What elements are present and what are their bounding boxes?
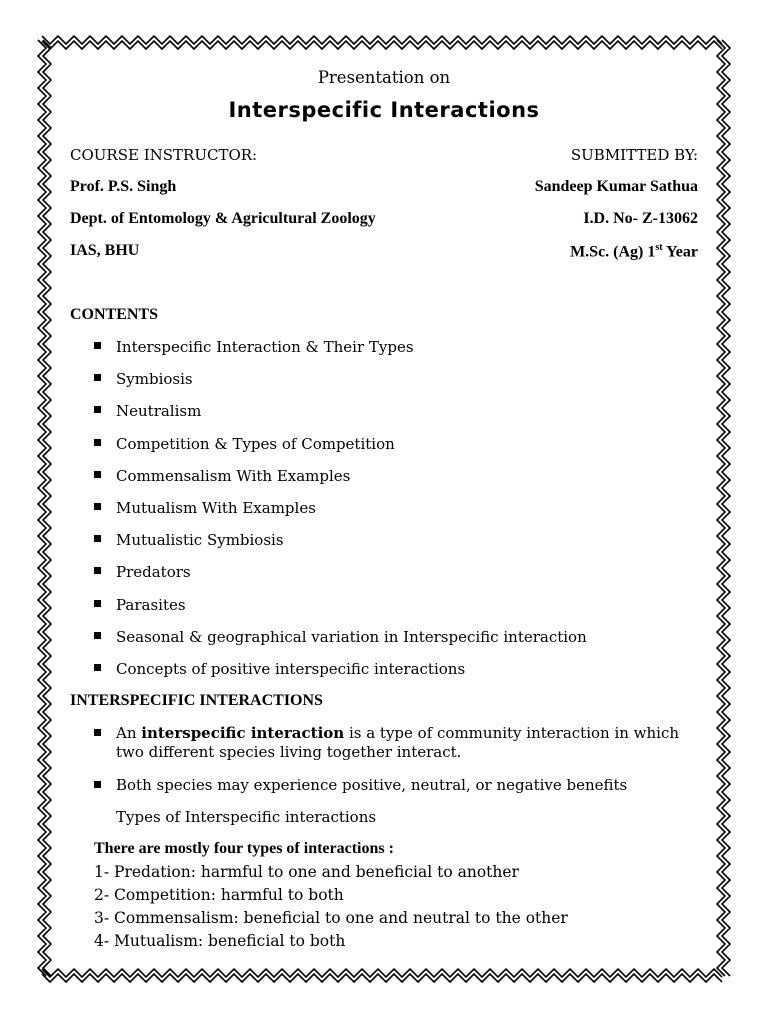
- list-item: 1- Predation: harmful to one and beneficial to another: [94, 863, 519, 881]
- presentation-subtitle: Presentation on: [317, 68, 451, 87]
- list-item: Mutualism With Examples: [94, 499, 704, 531]
- list-item: Symbiosis: [94, 370, 704, 402]
- list-item: Mutualistic Symbiosis: [94, 531, 704, 563]
- list-item: Commensalism With Examples: [94, 467, 704, 499]
- bullet-square-icon: [94, 600, 101, 607]
- bullet-square-icon: [94, 406, 101, 413]
- list-item: Interspecific Interaction & Their Types: [94, 338, 704, 370]
- bullet-square-icon: [94, 632, 101, 639]
- bullet-square-icon: [94, 535, 101, 542]
- bullet-square-icon: [94, 374, 101, 381]
- border-zigzag-line: [43, 40, 51, 976]
- instructor-institute: IAS, BHU: [70, 242, 140, 259]
- list-item: 3- Commensalism: beneficial to one and neutral to the other: [94, 909, 568, 927]
- list-item: Parasites: [94, 596, 704, 628]
- list-item: Competition & Types of Competition: [94, 435, 704, 467]
- definition-paragraph: An interspecific interaction is a type of community interaction in which two different species living together interact.: [94, 724, 698, 762]
- bullet-square-icon: [94, 503, 101, 510]
- student-year: M.Sc. (Ag) 1st Year: [570, 242, 698, 261]
- instructor-label: COURSE INSTRUCTOR:: [70, 146, 258, 164]
- border-zigzag-line: [722, 40, 730, 976]
- document-title: Interspecific Interactions: [228, 98, 540, 122]
- benefits-paragraph: Both species may experience positive, neutral, or negative benefits: [94, 776, 698, 795]
- list-item: 2- Competition: harmful to both: [94, 886, 344, 904]
- contents-heading: CONTENTS: [70, 306, 159, 323]
- bullet-square-icon: [94, 471, 101, 478]
- list-item: Seasonal & geographical variation in Interspecific interaction: [94, 628, 704, 660]
- list-item: Neutralism: [94, 402, 704, 434]
- border-zigzag-line: [38, 40, 46, 976]
- submitted-by-label: SUBMITTED BY:: [570, 146, 698, 164]
- bullet-square-icon: [94, 342, 101, 349]
- student-name: Sandeep Kumar Sathua: [534, 178, 698, 195]
- list-item: Predators: [94, 563, 704, 595]
- instructor-dept: Dept. of Entomology & Agricultural Zoology: [70, 210, 376, 227]
- types-subheading: Types of Interspecific interactions: [116, 808, 377, 826]
- bullet-square-icon: [94, 567, 101, 574]
- bullet-square-icon: [94, 439, 101, 446]
- instructor-name: Prof. P.S. Singh: [70, 178, 177, 195]
- bullet-square-icon: [94, 781, 101, 788]
- contents-list: [94, 338, 704, 692]
- bullet-square-icon: [94, 729, 101, 736]
- student-id: I.D. No- Z-13062: [583, 210, 698, 227]
- four-types-intro: There are mostly four types of interactions :: [94, 840, 394, 857]
- bullet-square-icon: [94, 664, 101, 671]
- list-item: Concepts of positive interspecific interactions: [94, 660, 704, 692]
- border-zigzag-line: [717, 40, 725, 976]
- list-item: 4- Mutualism: beneficial to both: [94, 932, 346, 950]
- interactions-heading: INTERSPECIFIC INTERACTIONS: [70, 692, 323, 709]
